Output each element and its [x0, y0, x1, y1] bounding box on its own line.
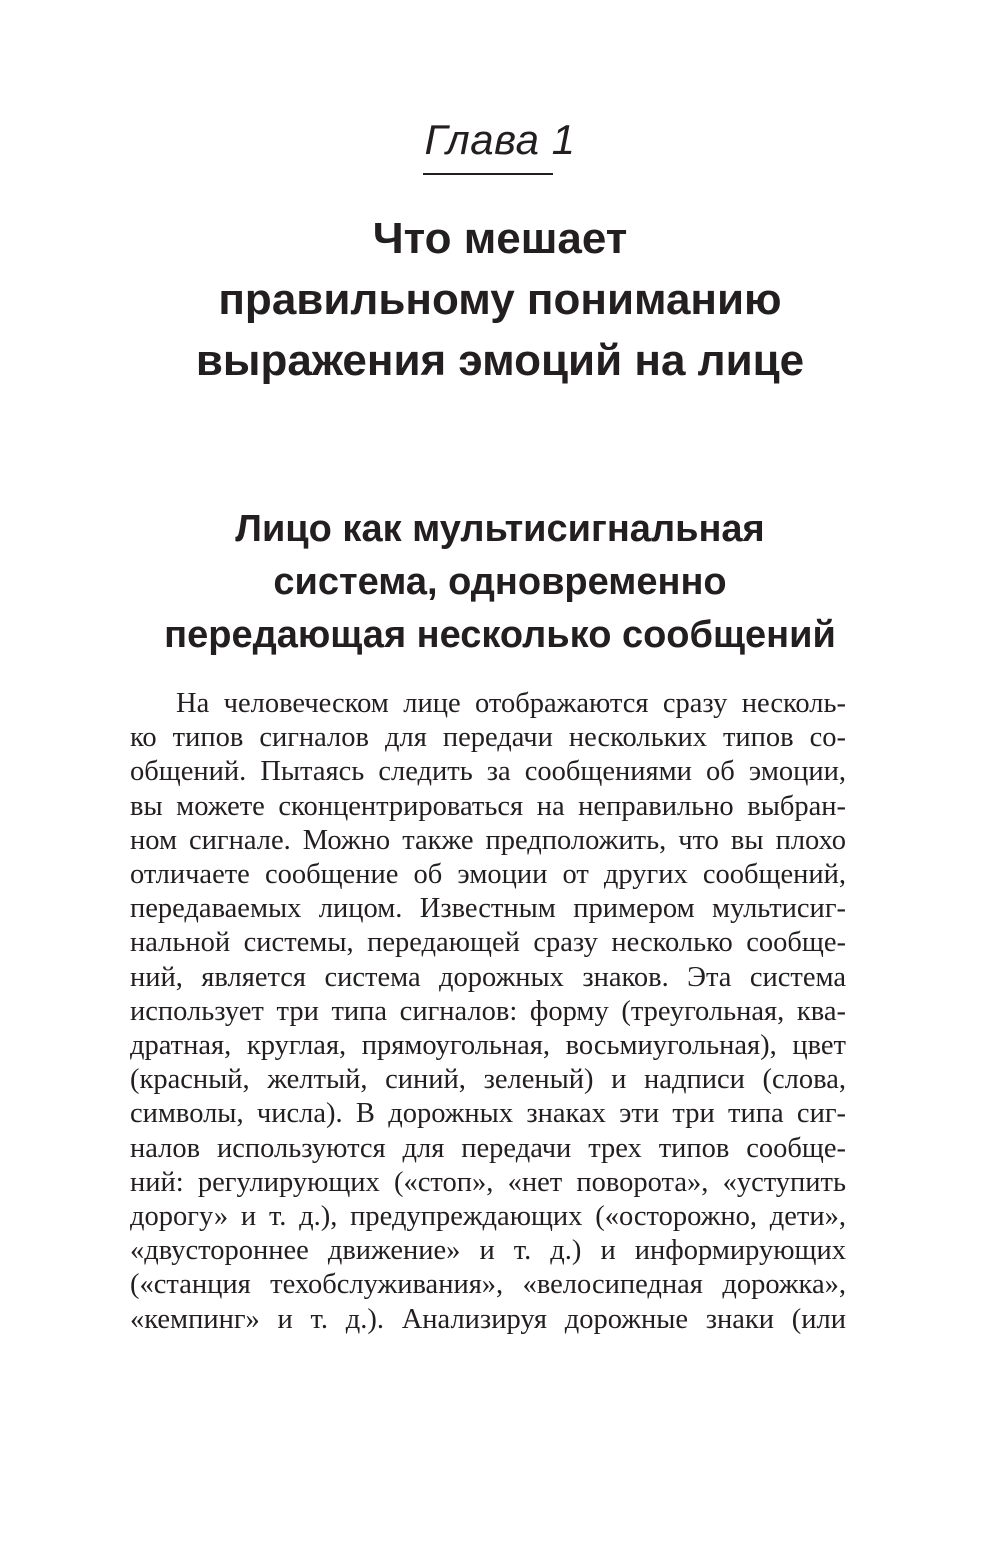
body-line: «двустороннее движение» и т. д.) и информирующих: [130, 1235, 846, 1267]
chapter-title-line: выражения эмоций на лице: [195, 336, 805, 385]
body-paragraph: [130, 687, 846, 1337]
section-heading: [60, 503, 940, 662]
body-line: дратная, круглая, прямоугольная, восьмиугольная), цвет: [130, 1030, 846, 1062]
body-line: ко типов сигналов для передачи нескольких типов со-: [130, 722, 846, 754]
chapter-divider: [423, 173, 553, 175]
body-line: нальной системы, передающей сразу несколько сообще-: [130, 927, 846, 959]
body-line: ном сигнале. Можно также предположить, что вы плохо: [130, 824, 846, 856]
body-line: (красный, желтый, синий, зеленый) и надписи (слова,: [130, 1064, 846, 1096]
section-heading-line: передающая несколько сообщений: [164, 614, 836, 656]
body-line: общений. Пытаясь следить за сообщениями об эмоции,: [130, 756, 846, 788]
chapter-number: Глава 1: [424, 116, 576, 163]
body-line: символы, числа). В дорожных знаках эти три типа сиг-: [130, 1098, 846, 1130]
chapter-title-line: правильному пониманию: [218, 275, 782, 324]
body-line: налов используются для передачи трех типов сообще-: [130, 1132, 846, 1164]
body-line: использует три типа сигналов: форму (треугольная, ква-: [130, 995, 846, 1027]
section-heading-line: Лицо как мультисигнальная: [235, 508, 765, 550]
body-line: На человеческом лице отображаются сразу несколь-: [176, 688, 846, 719]
body-line: («станция техобслуживания», «велосипедная дорожка»,: [130, 1269, 846, 1301]
chapter-title-line: Что мешает: [372, 214, 628, 263]
body-line: ний, является система дорожных знаков. Эта система: [130, 961, 846, 993]
body-line: передаваемых лицом. Известным примером мультисиг-: [130, 893, 846, 925]
body-line: ний: регулирующих («стоп», «нет поворота», «уступить: [130, 1166, 846, 1198]
body-line: вы можете сконцентрироваться на неправильно выбран-: [130, 790, 846, 822]
body-line: «кемпинг» и т. д.). Анализируя дорожные знаки (или: [130, 1303, 846, 1335]
body-line: дорогу» и т. д.), предупреждающих («осторожно, дети»,: [130, 1201, 846, 1233]
body-line: отличаете сообщение об эмоции от других сообщений,: [130, 859, 846, 891]
section-heading-line: система, одновременно: [273, 561, 727, 603]
chapter-title: [60, 208, 940, 391]
